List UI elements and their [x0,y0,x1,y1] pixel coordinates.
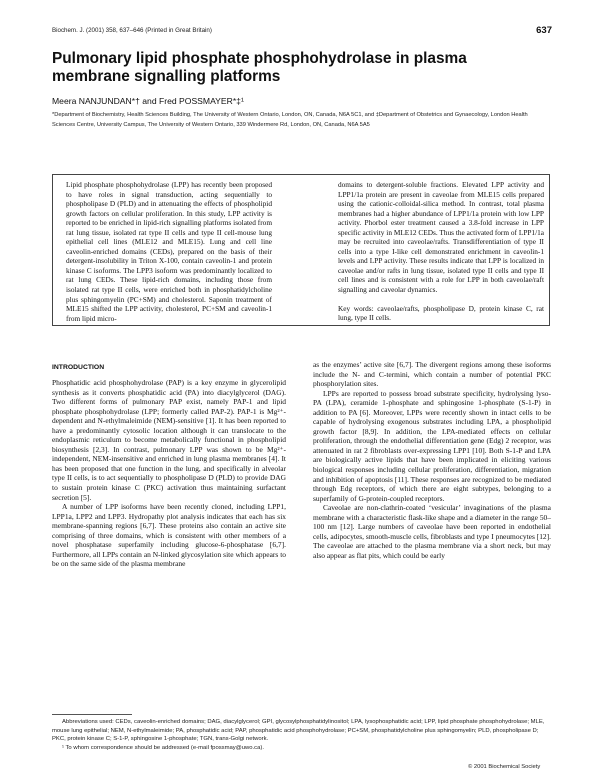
body-left-column [52,378,286,569]
abstract-left-column: Lipid phosphate phosphohydrolase (LPP) has recently been proposed to have roles in signal transduction, acting sequentially to phospholipase D (PLD) and in attenuating the effects of phospholipid growth factors on cellular proliferation. In this study, LPP activity is reported to be enriched in lipid-rich signalling platforms isolated from rat lung tissue, isolated rat type II cells and type II cell-mouse lung epithelial cell lines (MLE12 and MLE15). Lung and cell line caveolin-enriched domains (CEDs), prepared on the basis of their detergent-insolubility in Triton X-100, contain caveolin-1 and protein kinase C isoforms. The LPP3 isoform was predominantly localized to rat lung CEDs. These lipid-rich domains, including those from isolated rat type II cells, were enriched both in phosphatidylcholine plus sphingomyelin (PC+SM) and cholesterol. Saponin treatment of MLE15 shifted the LPP activity, cholesterol, PC+SM and caveolin-1 from lipid micro- [66,180,272,323]
journal-citation: Biochem. J. (2001) 358, 637–646 (Printed in Great Britain) [52,27,212,34]
page-number: 637 [536,25,552,36]
abstract-right-column [338,180,544,323]
footnote-divider [52,714,132,715]
article-authors: Meera NANJUNDAN*† and Fred POSSMAYER*‡¹ [52,96,244,106]
article-title: Pulmonary lipid phosphate phosphohydrolase in plasma membrane signalling platforms [52,50,467,85]
author-affiliations: *Department of Biochemistry, Health Sciences Building, The University of Western Ontario, London, ON, Canada, N6A 5C1, and ‡Department of Obstetrics and Gynaecology, London Health Sciences Centre, University Campus, The University of Western Ontario, 339 Windermere Rd, London, ON, Canada, N6A 5A5 [52,112,528,128]
body-right-column [313,360,551,560]
copyright-notice: © 2001 Biochemical Society [468,764,541,770]
running-header [52,27,552,34]
intro-paragraph-5: Caveolae are non-clathrin-coated ‘vesicular’ invaginations of the plasma membrane with a characteristic flask-like shape and a diameter in the range 50–100 nm [12]. Large numbers of caveolae have been reported in endothelial cells, adipocytes, smooth-muscle cells, fibroblasts and type I pneumocytes [12]. The caveolae are attached to the plasma membrane via a short neck, but may also appear as flat pits, which could be early [313,503,551,560]
footnotes [52,718,550,752]
abstract-right-text: domains to detergent-soluble fractions. Elevated LPP activity and LPP1/1a protein are present in caveolae from MLE15 cells prepared using the cationic-colloidal-silica method. In contrast, total plasma membranes had a higher abundance of LPP1/1a protein with low LPP activity. Phorbol ester treatment caused a 3.8-fold increase in LPP specific activity in MLE12 CEDs. Thus the activated form of LPP1/1a may be recruited into caveolae/rafts. Transdifferentiation of type II cells into a type I-like cell demonstrated enrichment in caveolin-1 levels and LPP activity. These results indicate that LPP is localized in caveolae and/or rafts in lung tissue, isolated type II cells and type II cell lines and is consistent with a role for LPP in both caveolae/raft signalling and caveolar dynamics. [338,180,544,295]
intro-paragraph-4: LPPs are reported to possess broad substrate specificity, hydrolysing lyso-PA (LPA), ceramide 1-phosphate and sphingosine 1-phosphate (S-1-P) in addition to PA [6]. Moreover, LPPs were recently shown in intact cells to be capable of hydrolysing exogenous substrates including LPA, a phospholipid growth factor [8,9]. In addition, the LPA-mediated effects on cellular proliferation, through the endothelial differentiation gene (Edg) 2 receptor, was attenuated in rat 2 fibroblasts over-expressing LPP1 [10]. Both S-1-P and LPA are biologically active lipids that have been implicated in eliciting various biological responses including cellular proliferation, differentiation, migration and inhibition of apoptosis [11]. These responses are recognized to be mediated through Edg receptors, of which there are eight subtypes, belonging to a superfamily of G-protein-coupled receptors. [313,388,551,503]
correspondence-footnote: ¹ To whom correspondence should be addressed (e-mail fpossmay@uwo.ca). [62,744,264,751]
keywords: Key words: caveolae/rafts, phospholipase D, protein kinase C, rat lung, type II cells. [338,303,544,323]
introduction-heading: INTRODUCTION [52,364,105,371]
intro-paragraph-3: as the enzymes’ active site [6,7]. The divergent regions among these isoforms include the N- and C-termini, which contain a number of potential PKC phosphorylation sites. [313,360,551,389]
intro-paragraph-2: A number of LPP isoforms have been recently cloned, including LPP1, LPP1a, LPP2 and LPP3. Hydropathy plot analysis indicates that each has six membrane-spanning regions [6,7]. These proteins also contain an active site comprising of three domains, which is consistent with other members of a novel phosphatase superfamily including glucose-6-phosphatase [6,7]. Furthermore, all LPPs contain an N-linked glycosylation site which appears to be on the same side of the plasma membrane [52,502,286,569]
abbreviations-footnote: Abbreviations used: CEDs, caveolin-enriched domains; DAG, diacylglycerol; GPI, glycosylphosphatidylinositol; LPA, lysophosphatidic acid; LPP, lipid phosphate phosphohydrolase; MLE, mouse lung epithelial; NEM, N-ethylmaleimide; PA, phosphatidic acid; PAP, phosphatidic acid phosphohydrolase; PC+SM, phosphatidylcholine plus sphingomyelin; PLD, phospholipase D; PKC, protein kinase C; S-1-P, sphingosine 1-phosphate; TGN, trans-Golgi network. [52,719,545,743]
intro-paragraph-1: Phosphatidic acid phosphohydrolase (PAP) is a key enzyme in glycerolipid synthesis as it converts phosphatidic acid (PA) into diacylglycerol (DAG). Two different forms of pulmonary PAP exist, namely PAP-1 and lipid phosphate phosphohydrolase (LPP; formerly called PAP-2). PAP-1 is Mg²⁺-dependent and N-ethylmaleimide (NEM)-sensitive [1]. It has been reported to have a predominantly cytosolic location although it can translocate to the endoplasmic reticulum to become metabolically functional in phospholipid biosynthesis [2,3]. In contrast, pulmonary LPP was shown to be Mg²⁺-independent, NEM-insensitive and enriched in lung plasma membranes [4]. It has been proposed that one function in the lung, and specifically in alveolar type II cells, is to act sequentially to phospholipase D (PLD) to provide DAG to sustain protein kinase C (PKC) activation thus maintaining surfactant secretion [5]. [52,378,286,502]
